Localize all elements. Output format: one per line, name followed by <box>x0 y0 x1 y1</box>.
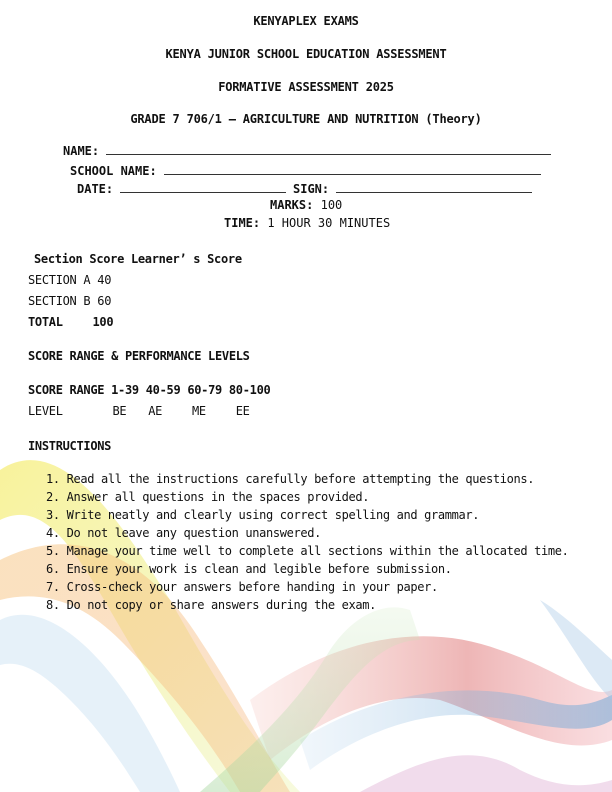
section-score: 60 <box>97 294 112 308</box>
assessment-type: FORMATIVE ASSESSMENT 2025 <box>218 80 394 94</box>
instruction-item: 8. Do not copy or share answers during the exam. <box>46 598 376 612</box>
performance-heading: SCORE RANGE & PERFORMANCE LEVELS <box>28 349 250 363</box>
section-name: SECTION A <box>28 273 91 287</box>
section-score: 40 <box>97 273 112 287</box>
section-name: SECTION B <box>28 294 91 308</box>
level-4: EE <box>235 404 250 418</box>
level-row <box>28 404 250 418</box>
assessment-title: KENYA JUNIOR SCHOOL EDUCATION ASSESSMENT <box>165 47 447 61</box>
marks-value: 100 <box>320 198 343 212</box>
sign-label: SIGN: <box>293 182 330 196</box>
school-name-field <box>70 163 541 178</box>
paper-title: GRADE 7 706/1 – AGRICULTURE AND NUTRITION (Theory) <box>130 112 482 126</box>
score-range-4: 80-100 <box>228 383 271 397</box>
instruction-item: 7. Cross-check your answers before handing in your paper. <box>46 580 438 594</box>
name-field <box>63 143 551 158</box>
exam-body-title: KENYAPLEX EXAMS <box>253 14 359 28</box>
level-label: LEVEL <box>28 404 63 418</box>
instruction-item: 6. Ensure your work is clean and legible before submission. <box>46 562 452 576</box>
date-blank-line <box>120 181 286 193</box>
level-3: ME <box>191 404 206 418</box>
instruction-item: 2. Answer all questions in the spaces provided. <box>46 490 370 504</box>
date-label: DATE: <box>77 182 114 196</box>
sign-blank-line <box>336 181 532 193</box>
score-total-row <box>28 315 113 329</box>
name-blank-line <box>106 143 551 155</box>
time-field <box>224 216 390 230</box>
score-range-row <box>28 383 270 397</box>
score-range-label: SCORE RANGE <box>28 383 105 397</box>
name-label: NAME: <box>63 144 100 158</box>
instruction-item: 5. Manage your time well to complete all sections within the allocated time. <box>46 544 569 558</box>
marks-field <box>270 198 342 212</box>
score-row-section-b <box>28 294 111 308</box>
school-name-blank-line <box>164 163 541 175</box>
score-range-2: 40-59 <box>145 383 181 397</box>
instructions-heading: INSTRUCTIONS <box>28 439 112 453</box>
score-range-1: 1-39 <box>111 383 139 397</box>
instruction-item: 1. Read all the instructions carefully before attempting the questions. <box>46 472 535 486</box>
date-field <box>77 181 286 196</box>
instruction-item: 4. Do not leave any question unanswered. <box>46 526 321 540</box>
score-range-3: 60-79 <box>187 383 222 397</box>
score-table-header: Section Score Learner’ s Score <box>34 252 242 266</box>
level-1: BE <box>112 404 127 418</box>
level-2: AE <box>148 404 163 418</box>
time-value: 1 HOUR 30 MINUTES <box>267 216 391 230</box>
sign-field <box>293 181 532 196</box>
total-label: TOTAL <box>28 315 63 329</box>
instruction-item: 3. Write neatly and clearly using correct spelling and grammar. <box>46 508 480 522</box>
score-row-section-a <box>28 273 111 287</box>
school-name-label: SCHOOL NAME: <box>70 164 157 178</box>
time-label: TIME: <box>224 216 261 230</box>
total-value: 100 <box>92 315 114 329</box>
marks-label: MARKS: <box>270 198 314 212</box>
